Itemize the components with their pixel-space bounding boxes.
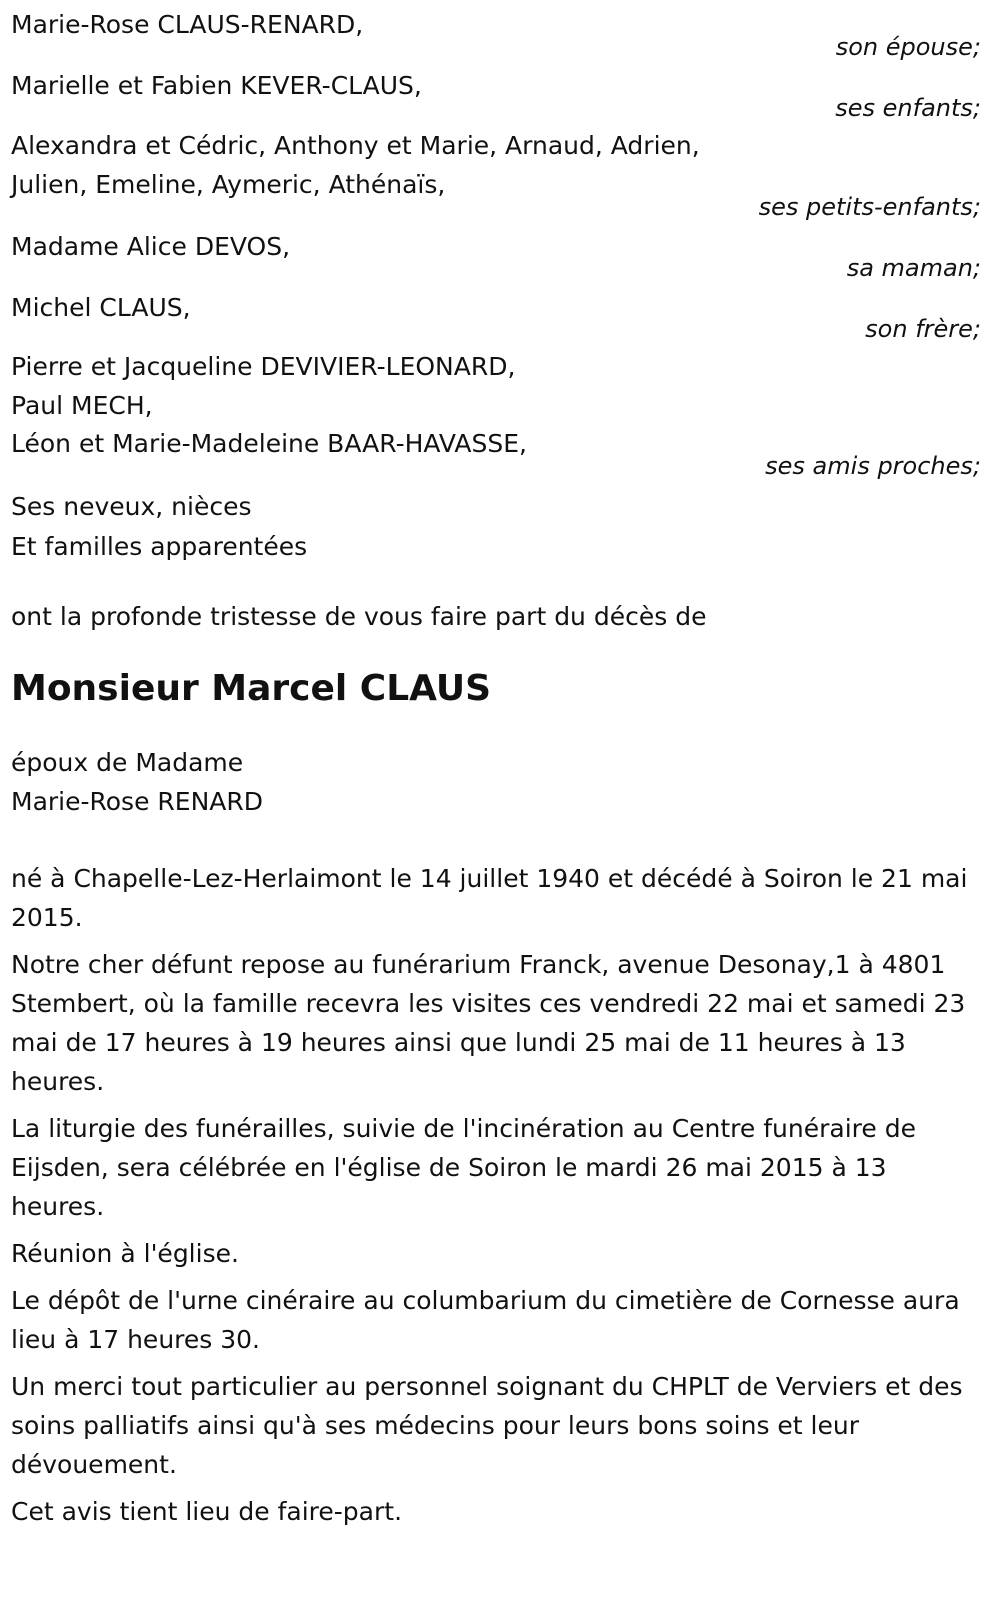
family-name-line: Léon et Marie-Madeleine BAAR-HAVASSE, xyxy=(11,429,528,458)
spouse-line: Marie-Rose RENARD xyxy=(11,787,264,816)
funeral-paragraph: La liturgie des funérailles, suivie de l'incinération au Centre funéraire de Eijsden, sera célébrée en l'église de Soiron le mardi 26 mai 2015 à 13 heures. xyxy=(11,1114,916,1221)
urn-paragraph: Le dépôt de l'urne cinéraire au columbarium du cimetière de Cornesse aura lieu à 17 heures 30. xyxy=(11,1286,960,1354)
family-name-line: Alexandra et Cédric, Anthony et Marie, Arnaud, Adrien, xyxy=(11,131,700,160)
family-role: ses amis proches; xyxy=(765,452,981,480)
family-group-brother xyxy=(0,280,991,341)
family-group-grandchildren xyxy=(0,120,991,220)
family-name-line: Pierre et Jacqueline DEVIVIER-LEONARD, xyxy=(11,352,516,381)
family-name-line: Madame Alice DEVOS, xyxy=(11,232,291,261)
family-name-line: Et familles apparentées xyxy=(11,532,308,561)
visitation-paragraph: Notre cher défunt repose au funérarium Franck, avenue Desonay,1 à 4801 Stembert, où la famille recevra les visites ces vendredi 22 mai et samedi 23 mai de 17 heures à 19 heures ainsi que lundi 25 mai de 11 heures à 13 heures. xyxy=(11,950,966,1096)
family-role: son frère; xyxy=(865,315,981,343)
family-group-spouse xyxy=(0,0,991,60)
closing-paragraph: Cet avis tient lieu de faire-part. xyxy=(11,1497,403,1526)
family-name-line: Ses neveux, nièces xyxy=(11,492,252,521)
thanks-paragraph: Un merci tout particulier au personnel soignant du CHPLT de Verviers et des soins palliatifs ainsi qu'à ses médecins pour leurs bons soins et leur dévouement. xyxy=(11,1372,963,1479)
family-name-line: Paul MECH, xyxy=(11,391,153,420)
spouse-of xyxy=(0,743,1000,821)
spouse-line: époux de Madame xyxy=(11,748,244,777)
family-role: sa maman; xyxy=(846,254,981,282)
announcement-text: ont la profonde tristesse de vous faire part du décès de xyxy=(11,602,707,631)
birth-death-paragraph: né à Chapelle-Lez-Herlaimont le 14 juillet 1940 et décédé à Soiron le 21 mai 2015. xyxy=(11,864,968,932)
family-name-line: Marie-Rose CLAUS-RENARD, xyxy=(11,10,364,39)
family-group-friends xyxy=(0,341,991,479)
deceased-name: Monsieur Marcel CLAUS xyxy=(11,668,492,709)
family-name-line: Julien, Emeline, Aymeric, Athénaïs, xyxy=(11,170,446,199)
family-role: ses enfants; xyxy=(835,94,981,122)
family-role: son épouse; xyxy=(835,33,981,61)
meeting-paragraph: Réunion à l'église. xyxy=(11,1239,239,1268)
family-name-line: Michel CLAUS, xyxy=(11,293,191,322)
family-group-relatives xyxy=(0,479,991,587)
family-role: ses petits-enfants; xyxy=(758,193,981,221)
family-group-children xyxy=(0,60,991,120)
family-name-line: Marielle et Fabien KEVER-CLAUS, xyxy=(11,71,422,100)
family-group-mother xyxy=(0,220,991,280)
